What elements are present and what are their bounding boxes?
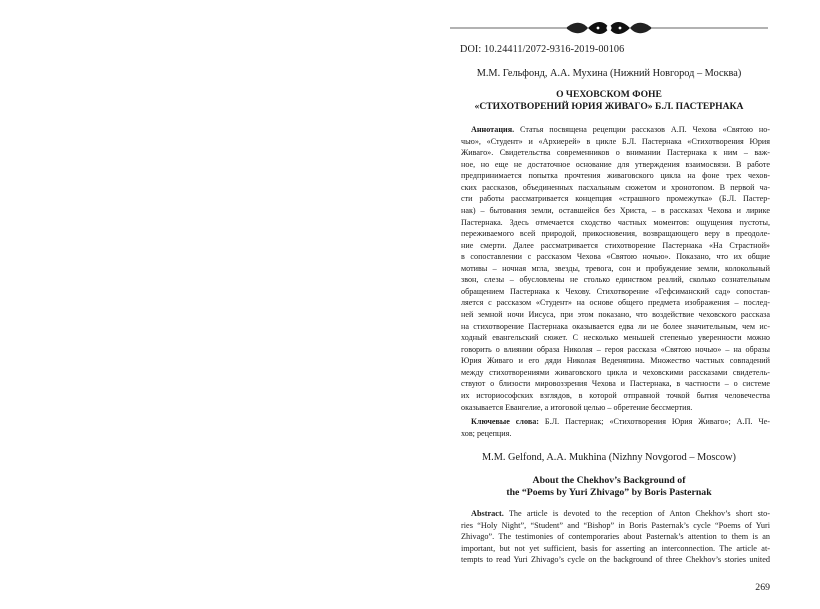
abstract-line: Пастернака. Здесь отмечается сходство частных моментов: ощущения пустоты, bbox=[461, 217, 770, 227]
abstract-line: оказывается Евангелие, а итоговой целью – обретение бессмертия. bbox=[461, 402, 693, 412]
title-en-line: About the Chekhov’s Background of bbox=[532, 475, 686, 486]
abstract-line: ствуют о близости мировоззрения Чехова и Пастернака, в частности – о системе bbox=[461, 379, 770, 389]
abstract-line: ней земной ночи Иисуса, при этом показано, что воздействие чеховского рассказа bbox=[461, 310, 770, 319]
abstract-line: между стихотворениями живаговского цикла и чеховскими рассказами свидетель- bbox=[461, 367, 770, 377]
abstract-line: предпринимается попытка прочтения живаговского цикла на фоне трех чехов- bbox=[461, 171, 770, 181]
keywords-ru bbox=[461, 416, 770, 439]
abstract-en-label: Abstract. bbox=[471, 509, 504, 518]
abstract-line: ходный евангельский сюжет. С несколько меньшей степенью уверенности можно bbox=[461, 333, 770, 343]
page-number: 269 bbox=[755, 582, 770, 593]
journal-page bbox=[448, 0, 770, 609]
abstract-en-line: Abstract. The article is devoted to the reception of Anton Chekhov’s short sto- bbox=[471, 509, 770, 518]
title-en-line: the “Poems by Yuri Zhivago” by Boris Pasternak bbox=[506, 487, 712, 498]
abstract-line: на стихотворение Пастернака оказывается едва ли не более значительным, чем ис- bbox=[461, 321, 770, 331]
keywords-line: хов; рецепция. bbox=[461, 428, 512, 438]
abstract-line: ских рассказов, объединенных пасхальным сюжетом и хронотопом. В первой ча- bbox=[461, 182, 770, 192]
abstract-line: нак) – бытования земли, оставшейся без Христа, – в рассказах Чехова и лирике bbox=[461, 205, 770, 215]
abstract-line: говорить о влиянии образа Николая – героя рассказа «Святою ночью» – на образы bbox=[461, 344, 770, 354]
abstract-line: ное, но еще не достаточное основание для утверждения взаимосвязи. В работе bbox=[461, 159, 770, 169]
abstract-line: Живаго». Свидетельства современников о внимании Пастернака к ним – важ- bbox=[461, 148, 770, 158]
abstract-line: звон, слезы – обусловлены не столько единством реалий, сколько сознательным bbox=[461, 275, 770, 285]
doi-line: DOI: 10.24411/2072-9316-2019-00106 bbox=[460, 44, 625, 55]
abstract-line: сти работы рассматривается концепция «страшного промежутка» (Б.Л. Пастер- bbox=[461, 194, 770, 204]
abstract-en-line: ries “Holy Night”, “Student” and “Bishop” in Boris Pasternak’s cycle “Poems of Yuri bbox=[461, 520, 770, 530]
abstract-line: чью», «Студент» и «Архиерей» в цикле Б.Л. Пастернака «Стихотворения Юрия bbox=[461, 136, 770, 146]
article-title-en bbox=[448, 475, 770, 499]
abstract-line: мотивы – ночная мгла, звезды, тревога, сон и пробуждение земли, колокольный bbox=[461, 263, 770, 273]
abstract-en bbox=[461, 508, 770, 566]
title-ru-line: О ЧЕХОВСКОМ ФОНЕ bbox=[556, 89, 662, 100]
abstract-line: в сопоставлении с рассказом Чехова «Святою ночью». Показано, что их общие bbox=[461, 252, 770, 262]
abstract-ru bbox=[461, 124, 770, 413]
abstract-label: Аннотация. bbox=[471, 125, 515, 134]
abstract-line: Аннотация. Статья посвящена рецепции рассказов А.П. Чехова «Святою но- bbox=[471, 125, 770, 134]
abstract-line: обращением Пастернака к Чехову. Стихотворение «Гефсиманский сад» сопостав- bbox=[461, 286, 770, 296]
abstract-en-line: important, but not yet sufficient, basis for asserting an interconnection. The article at- bbox=[461, 543, 770, 553]
abstract-en-line: tempts to read Yuri Zhivago’s cycle on the background of three Chekhov’s stories united bbox=[461, 555, 770, 564]
keywords-line: Ключевые слова: Б.Л. Пастернак; «Стихотворения Юрия Живаго»; А.П. Че- bbox=[471, 417, 770, 426]
decorative-ornament-icon bbox=[448, 20, 770, 36]
keywords-label: Ключевые слова: bbox=[471, 417, 539, 426]
abstract-line: ние смерти. Далее рассматривается стихотворение Пастернака «На Страстной» bbox=[461, 240, 770, 250]
abstract-line: ляется с рассказом «Студент» на основе общего предмета изображения – послед- bbox=[461, 298, 770, 308]
abstract-line: Юрия Живаго и его дяди Николая Веденяпина. Множество частных совпадений bbox=[461, 356, 770, 366]
abstract-line: переживаемого всей природой, прикосновения, возвращающего веру в преодоле- bbox=[461, 229, 770, 239]
article-title-ru bbox=[448, 89, 770, 113]
authors-en: M.M. Gelfond, A.A. Mukhina (Nizhny Novgorod – Moscow) bbox=[482, 452, 736, 463]
abstract-en-line: Zhivago”. The testimonies of contemporaries about Pasternak’s attention to them is an bbox=[461, 532, 770, 541]
abstract-line: их историософских взглядов, в которой отправной точкой бытия человечества bbox=[461, 390, 770, 400]
authors-ru: М.М. Гельфонд, А.А. Мухина (Нижний Новгород – Москва) bbox=[476, 68, 742, 79]
title-ru-line: «СТИХОТВОРЕНИЙ ЮРИЯ ЖИВАГО» Б.Л. ПАСТЕРНАКА bbox=[474, 101, 744, 112]
